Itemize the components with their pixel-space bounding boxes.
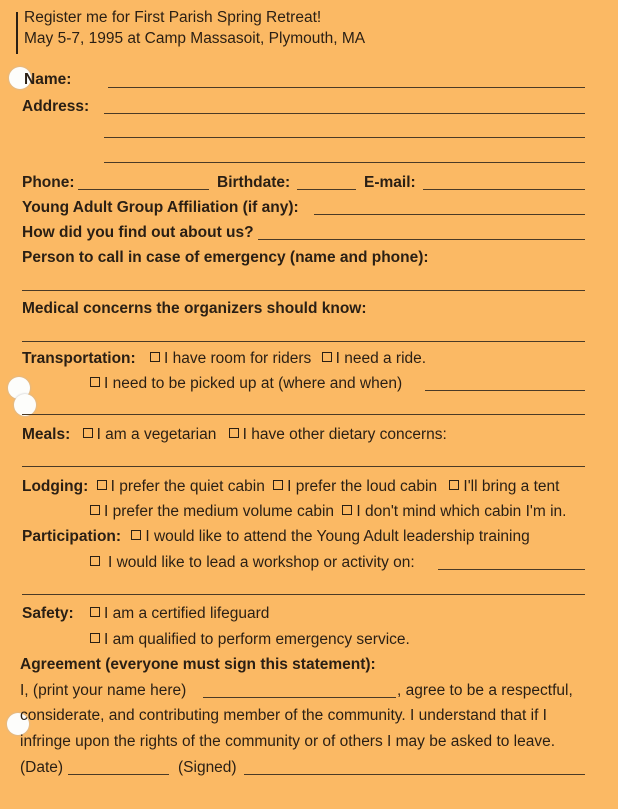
loud-cabin-checkbox[interactable] xyxy=(273,480,283,490)
signed-label: (Signed) xyxy=(178,759,237,776)
safety-row-1 xyxy=(22,605,269,623)
name-field[interactable] xyxy=(108,87,585,88)
room-for-riders-checkbox[interactable] xyxy=(150,352,160,362)
room-for-riders-label: I have room for riders xyxy=(163,350,312,367)
vegetarian-checkbox[interactable] xyxy=(83,428,93,438)
phone-label: Phone: xyxy=(22,174,75,191)
address-field-3[interactable] xyxy=(104,162,585,163)
agreement-line1-end: , agree to be a respectful, xyxy=(397,682,573,699)
medium-cabin-checkbox[interactable] xyxy=(90,505,100,515)
emergency-field[interactable] xyxy=(22,290,585,291)
tent-label: I'll bring a tent xyxy=(463,478,560,495)
participation-row-1 xyxy=(22,528,530,546)
lodging-row-1 xyxy=(22,478,559,496)
transportation-label: Transportation: xyxy=(22,350,136,367)
pickup-field[interactable] xyxy=(425,390,585,391)
medical-field[interactable] xyxy=(22,341,585,342)
lifeguard-label: I am a certified lifeguard xyxy=(104,605,270,622)
form-subtitle: May 5-7, 1995 at Camp Massasoit, Plymouth, MA xyxy=(24,30,366,47)
affiliation-field[interactable] xyxy=(314,214,585,215)
quiet-cabin-checkbox[interactable] xyxy=(97,480,107,490)
quiet-cabin-label: I prefer the quiet cabin xyxy=(110,478,265,495)
emergency-service-checkbox[interactable] xyxy=(90,633,100,643)
transportation-row xyxy=(22,350,426,368)
tent-checkbox[interactable] xyxy=(449,480,459,490)
email-label: E-mail: xyxy=(364,174,416,191)
birthdate-field[interactable] xyxy=(297,189,356,190)
participation-label: Participation: xyxy=(22,528,122,545)
address-label: Address: xyxy=(22,98,90,115)
agreement-line3: infringe upon the rights of the community or of others I may be asked to leave. xyxy=(20,733,556,750)
pickup-field-2[interactable] xyxy=(22,414,585,415)
need-pickup-label: I need to be picked up at (where and when) xyxy=(104,375,403,392)
dietary-concerns-label: I have other dietary concerns: xyxy=(242,426,447,443)
lead-workshop-checkbox[interactable] xyxy=(90,556,100,566)
find-us-label: How did you find out about us? xyxy=(22,224,254,241)
medical-label: Medical concerns the organizers should know: xyxy=(22,300,367,317)
leadership-training-label: I would like to attend the Young Adult leadership training xyxy=(145,528,530,545)
email-field[interactable] xyxy=(423,189,585,190)
phone-field[interactable] xyxy=(78,189,209,190)
agreement-heading: Agreement (everyone must sign this statement): xyxy=(20,656,376,673)
agreement-line1-start: I, (print your name here) xyxy=(20,682,187,699)
address-field-2[interactable] xyxy=(104,137,585,138)
punch-hole-mid-2 xyxy=(14,394,36,416)
find-us-field[interactable] xyxy=(258,239,585,240)
lodging-label: Lodging: xyxy=(22,478,89,495)
vegetarian-label: I am a vegetarian xyxy=(96,426,217,443)
binder-mark xyxy=(16,12,18,54)
meals-row xyxy=(22,426,447,444)
need-ride-checkbox[interactable] xyxy=(322,352,332,362)
dietary-field[interactable] xyxy=(22,466,585,467)
lead-workshop-label: I would like to lead a workshop or activity on: xyxy=(108,554,415,571)
leadership-training-checkbox[interactable] xyxy=(131,530,141,540)
dietary-concerns-checkbox[interactable] xyxy=(229,428,239,438)
form-title: Register me for First Parish Spring Retreat! xyxy=(24,9,322,26)
need-pickup-checkbox[interactable] xyxy=(90,377,100,387)
name-label: Name: xyxy=(24,71,72,88)
need-ride-label: I need a ride. xyxy=(335,350,427,367)
workshop-field-2[interactable] xyxy=(22,594,585,595)
address-field-1[interactable] xyxy=(104,113,585,114)
any-cabin-checkbox[interactable] xyxy=(342,505,352,515)
birthdate-label: Birthdate: xyxy=(217,174,291,191)
agreement-line2: considerate, and contributing member of the community. I understand that if I xyxy=(20,707,547,724)
emergency-label: Person to call in case of emergency (name and phone): xyxy=(22,249,429,266)
safety-label: Safety: xyxy=(22,605,74,622)
print-name-field[interactable] xyxy=(203,697,396,698)
emergency-service-label: I am qualified to perform emergency service. xyxy=(104,631,410,648)
signature-field[interactable] xyxy=(244,774,585,775)
any-cabin-label: I don't mind which cabin I'm in. xyxy=(356,503,567,520)
date-label: (Date) xyxy=(20,759,64,776)
loud-cabin-label: I prefer the loud cabin xyxy=(287,478,438,495)
medium-cabin-label: I prefer the medium volume cabin xyxy=(104,503,335,520)
safety-row-2 xyxy=(88,631,410,649)
lodging-row-2 xyxy=(88,503,566,521)
lifeguard-checkbox[interactable] xyxy=(90,607,100,617)
meals-label: Meals: xyxy=(22,426,71,443)
date-field[interactable] xyxy=(68,774,169,775)
workshop-field[interactable] xyxy=(438,569,585,570)
participation-row-2 xyxy=(88,554,415,572)
affiliation-label: Young Adult Group Affiliation (if any): xyxy=(22,199,299,216)
pickup-row xyxy=(88,375,402,393)
